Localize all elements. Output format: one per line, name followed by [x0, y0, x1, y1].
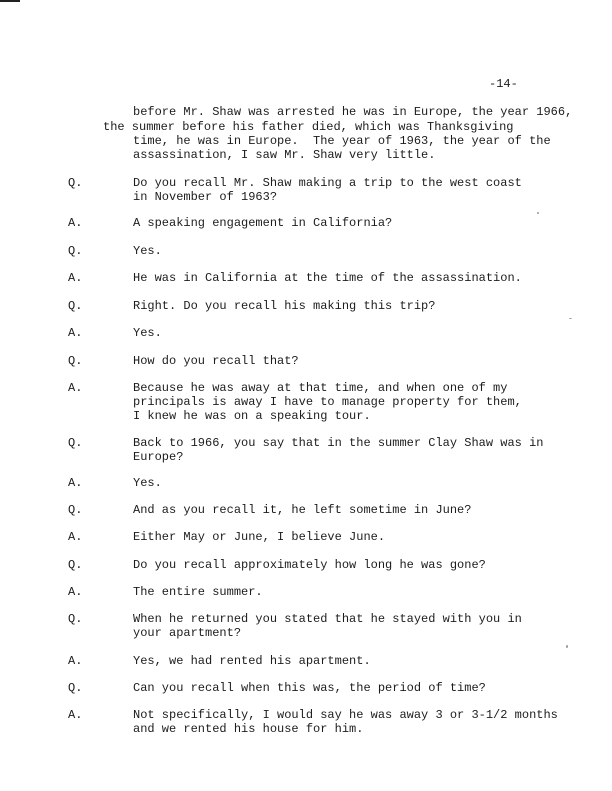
- testimony-text: Can you recall when this was, the period of time?: [133, 681, 486, 695]
- testimony-text: When he returned you stated that he stayed with you in your apartment?: [133, 612, 522, 640]
- testimony-text: Do you recall Mr. Shaw making a trip to the west coast in November of 1963?: [133, 176, 522, 204]
- testimony-text: Not specifically, I would say he was away 3 or 3-1/2 months and we rented his house for him.: [133, 708, 558, 736]
- testimony-text: He was in California at the time of the assassination.: [133, 271, 522, 285]
- testimony-text: And as you recall it, he left sometime in June?: [133, 503, 472, 517]
- speaker-label: A.: [68, 654, 83, 668]
- scan-speck: [566, 645, 568, 648]
- continuation-line-1: before Mr. Shaw was arrested he was in Europe, the year 1966,: [133, 105, 573, 119]
- continuation-line-4: assassination, I saw Mr. Shaw very little.: [133, 148, 436, 162]
- speaker-label: Q.: [68, 681, 83, 695]
- testimony-text: Either May or June, I believe June.: [133, 530, 386, 544]
- continuation-line-3: time, he was in Europe. The year of 1963, the year of the: [133, 134, 551, 148]
- speaker-label: A.: [68, 216, 83, 230]
- testimony-text: A speaking engagement in California?: [133, 216, 393, 230]
- speaker-label: A.: [68, 708, 83, 722]
- speaker-label: A.: [68, 476, 83, 490]
- testimony-text: How do you recall that?: [133, 354, 299, 368]
- speaker-label: A.: [68, 326, 83, 340]
- speaker-label: Q.: [68, 244, 83, 258]
- speaker-label: A.: [68, 585, 83, 599]
- testimony-text: Yes.: [133, 326, 162, 340]
- speaker-label: A.: [68, 381, 83, 395]
- testimony-text: Do you recall approximately how long he was gone?: [133, 558, 486, 572]
- scan-speck: [537, 212, 539, 214]
- speaker-label: Q.: [68, 354, 83, 368]
- speaker-label: Q.: [68, 612, 83, 626]
- speaker-label: Q.: [68, 503, 83, 517]
- continuation-line-2: the summer before his father died, which was Thanksgiving: [103, 120, 514, 134]
- testimony-text: The entire summer.: [133, 585, 263, 599]
- testimony-text: Right. Do you recall his making this trip?: [133, 299, 436, 313]
- corner-scan-mark: [0, 0, 20, 2]
- testimony-text: Yes.: [133, 244, 162, 258]
- testimony-text: Because he was away at that time, and when one of my principals is away I have to manage property for them, I knew he was on a speaking tour.: [133, 381, 522, 423]
- speaker-label: A.: [68, 530, 83, 544]
- speaker-label: Q.: [68, 299, 83, 313]
- scan-speck: [569, 318, 572, 319]
- testimony-text: Yes.: [133, 476, 162, 490]
- speaker-label: Q.: [68, 436, 83, 450]
- testimony-text: Yes, we had rented his apartment.: [133, 654, 371, 668]
- speaker-label: Q.: [68, 176, 83, 190]
- page-number: -14-: [489, 77, 518, 91]
- speaker-label: A.: [68, 271, 83, 285]
- testimony-text: Back to 1966, you say that in the summer Clay Shaw was in Europe?: [133, 436, 544, 464]
- speaker-label: Q.: [68, 558, 83, 572]
